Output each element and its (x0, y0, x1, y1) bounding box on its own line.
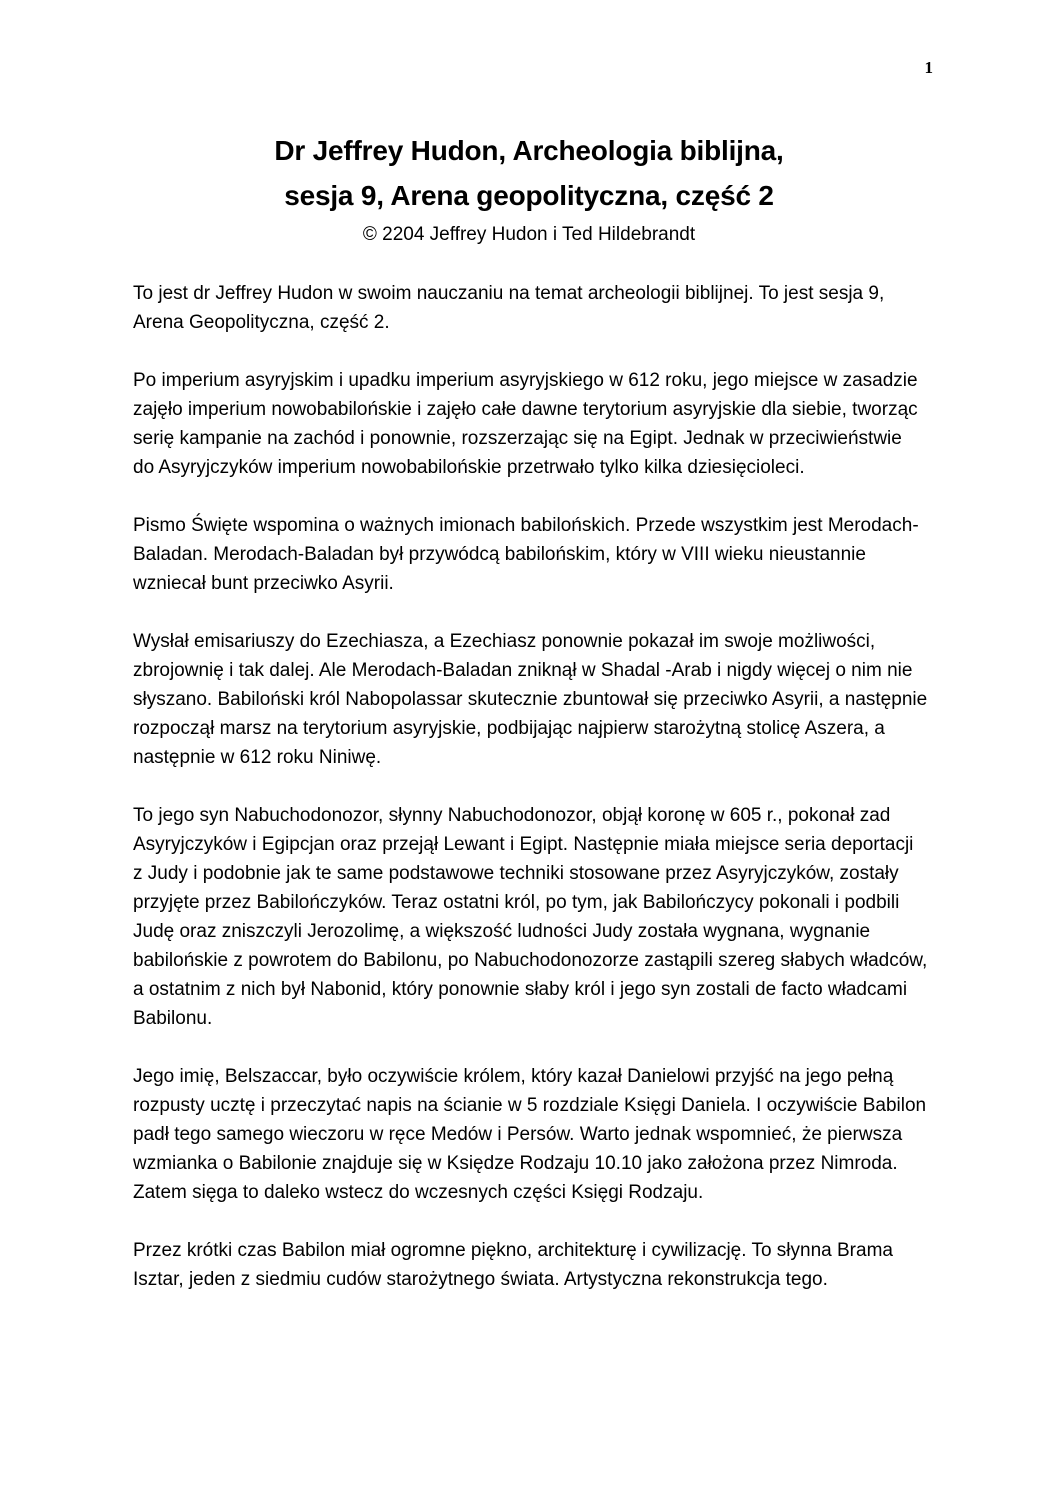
document-body (133, 279, 928, 1294)
title-line-2: sesja 9, Arena geopolityczna, część 2 (284, 180, 774, 211)
paragraph: Po imperium asyryjskim i upadku imperium asyryjskiego w 612 roku, jego miejsce w zasadzie zajęło imperium nowobabilońskie i zajęło całe dawne terytorium asyryjskie dla siebie, tworząc serię kampanie na zachód i ponownie, rozszerzając się na Egipt. Jednak w przeciwieństwie do Asyryjczyków imperium nowobabilońskie przetrwało tylko kilka dziesięcioleci. (133, 370, 918, 478)
paragraph: Jego imię, Belszaccar, było oczywiście królem, który kazał Danielowi przyjść na jego pełną rozpusty ucztę i przeczytać napis na ścianie w 5 rozdziale Księgi Daniela. I oczywiście Babilon padł tego samego wieczoru w ręce Medów i Persów. Warto jednak wspomnieć, że pierwsza wzmianka o Babilonie znajduje się w Księdze Rodzaju 10.10 jako założona przez Nimroda. Zatem sięga to daleko wstecz do wczesnych części Księgi Rodzaju. (133, 1066, 927, 1203)
paragraph: Przez krótki czas Babilon miał ogromne piękno, architekturę i cywilizację. To słynna Brama Isztar, jeden z siedmiu cudów starożytnego świata. Artystyczna rekonstrukcja tego. (133, 1240, 893, 1290)
paragraph: To jest dr Jeffrey Hudon w swoim nauczaniu na temat archeologii biblijnej. To jest sesja 9, Arena Geopolityczna, część 2. (133, 283, 885, 333)
paragraph: Wysłał emisariuszy do Ezechiasza, a Ezechiasz ponownie pokazał im swoje możliwości, zbrojownię i tak dalej. Ale Merodach-Baladan zniknął w Shadal -Arab i nigdy więcej o nim nie słyszano. Babiloński król Nabopolassar skutecznie zbuntował się przeciwko Asyrii, a następnie rozpoczął marsz na terytorium asyryjskie, podbijając najpierw starożytną stolicę Aszera, a następnie w 612 roku Niniwę. (133, 631, 928, 768)
page-number: 1 (924, 58, 933, 77)
paragraph: Pismo Święte wspomina o ważnych imionach babilońskich. Przede wszystkim jest Merodach-Baladan. Merodach-Baladan był przywódcą babilońskim, który w VIII wieku nieustannie wzniecał bunt przeciwko Asyrii. (133, 515, 919, 594)
copyright-line: © 2204 Jeffrey Hudon i Ted Hildebrandt (362, 224, 696, 245)
title-line-1: Dr Jeffrey Hudon, Archeologia biblijna, (274, 135, 784, 166)
paragraph: To jego syn Nabuchodonozor, słynny Nabuchodonozor, objął koronę w 605 r., pokonał zad Asyryjczyków i Egipcjan oraz przejął Lewant i Egipt. Następnie miała miejsce seria deportacji z Judy i podobnie jak te same podstawowe techniki stosowane przez Asyryjczyków, zostały przyjęte przez Babilończyków. Teraz ostatni król, po tym, jak Babilończycy pokonali i podbili Judę oraz zniszczyli Jerozolimę, a większość ludności Judy została wygnana, wygnanie babilońskie z powrotem do Babilonu, po Nabuchodonozorze zastąpili szereg słabych władców, a ostatnim z nich był Nabonid, który ponownie słaby król i jego syn zostali de facto władcami Babilonu. (133, 805, 928, 1029)
document-title (0, 0, 1058, 249)
